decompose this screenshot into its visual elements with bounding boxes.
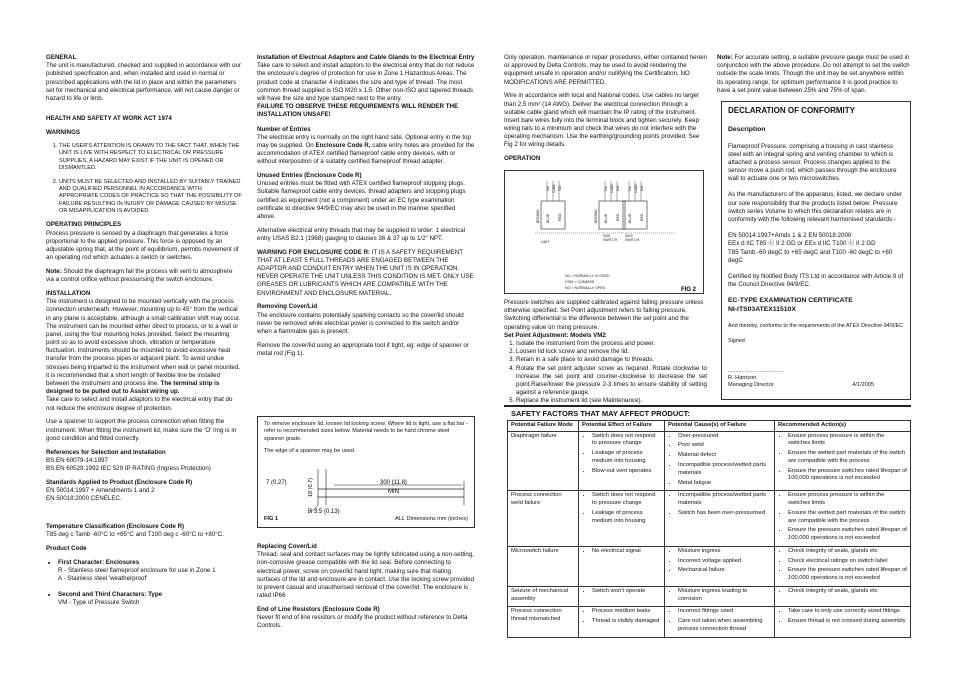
- unit-label: UNIT: [541, 240, 550, 244]
- failure-mode: Process connection thread mismatched: [508, 607, 579, 637]
- adaptors-heading: Installation of Electrical Adaptors and Cable Glands to the Electrical Entry: [257, 54, 475, 61]
- en-standards: EN 50014:1997+Amds 1 & 2 EN 50018:2000: [728, 232, 852, 240]
- note-label: Note:: [717, 54, 733, 61]
- temperature-marking: T85 Tamb -60 degC to +65 degC and T100 -60 degC to +80 degC: [728, 248, 893, 264]
- term-nc: NC: [604, 185, 608, 191]
- code-a: A - Stainless steel 'weatherproof': [58, 575, 148, 583]
- list-item: • Ensure the wetted part materials of the switch are compatible with the process: [788, 450, 907, 465]
- alternative-threads: Alternative electrical entry threads that may be supplied to order: 1 electrical entry USAS B2.1 (1968) gauging to clauses 36 & 37 up to 1/2" NPT.: [257, 226, 466, 242]
- dim-thickness: 7 (0.27): [266, 480, 287, 486]
- cell-effects: [579, 586, 665, 606]
- eol-text: Never fit end of line resistors or modify the product without reference to Delta Controls.: [257, 614, 468, 630]
- list-item: • Ensure the wetted part materials of the switch are compatible with the process: [788, 510, 907, 525]
- legend-no: NO = NORMALLY OPEN: [565, 286, 606, 290]
- table-row: [508, 546, 911, 586]
- wire-red: RED: [640, 213, 644, 221]
- list-item: • Check electrical ratings on switch label: [788, 558, 907, 566]
- list-item: • Ensure thread is not crossed during assembly: [788, 618, 907, 626]
- removing-text: The enclosure contains potentially sparking contacts so the cover/lid should never be removed while electrical power is connected to the switch and/or when a flammable gas is present.: [257, 311, 464, 335]
- causes-list: [668, 433, 771, 488]
- table-row: [508, 586, 911, 606]
- causes-list: [668, 548, 771, 575]
- fig1-label: FIG 1: [264, 515, 278, 522]
- failure-mode: Process connection weld failure: [508, 491, 579, 546]
- column-2: [257, 54, 475, 364]
- warnings-list: [46, 143, 242, 215]
- code-vm: VM - Type of Pressure Switch: [58, 598, 140, 606]
- adaptors-warning: FAILURE TO OBSERVE THESE REQUIREMENTS WILL RENDER THE INSTALLATION UNSAFE!: [257, 103, 459, 119]
- first-character-heading: First Character: Enclosures: [58, 559, 140, 566]
- cell-effects: [579, 431, 665, 491]
- diaphragm-note: [46, 268, 242, 284]
- list-item: • Leakage of process medium into housing: [592, 450, 661, 465]
- signatory-role: Managing Director: [728, 382, 774, 389]
- enclosure-code-r: Enclosure Code R,: [313, 141, 371, 149]
- table-row: [508, 491, 911, 546]
- installation-text: [46, 298, 242, 396]
- gauge-note: [717, 54, 911, 95]
- description-heading: Description: [728, 125, 766, 133]
- setpoint-heading: Set Point Adjustment: Models VM2: [504, 331, 606, 339]
- column-4: [717, 54, 911, 101]
- wire-brown: BROWN: [594, 209, 598, 223]
- failure-mode: Microswitch failure: [508, 546, 579, 586]
- note-text: Should the diaphragm fail the process will vent to atmosphere via a control orifice without pressurising the switch enclosure.: [46, 268, 233, 284]
- list-item: • Process medium leaks: [592, 608, 661, 616]
- product-code-list: [46, 559, 242, 607]
- atex-conformity: And thereby, conforms to the requirements of the ATEX Directive 94/9/EC: [728, 323, 904, 330]
- removing-tool: Remove the cover/lid using an appropriate tool if tight, eg: edge of spanner or metal rod (Fig 1).: [257, 341, 469, 357]
- entries-heading: Number of Entries: [257, 125, 311, 133]
- cell-actions: [775, 431, 911, 491]
- list-item: • Over-pressured: [678, 433, 771, 441]
- table-row: [508, 607, 911, 637]
- safety-header-row: [508, 421, 911, 432]
- list-item: • Incompatible process/wetted parts materials: [678, 492, 771, 507]
- term-no: NO: [616, 185, 620, 191]
- term-no: NO: [558, 185, 562, 191]
- list-item: • Care not taken when assembling process connection thread: [678, 618, 771, 633]
- entries-body: The electrical entry is normally on the right hand side. Optional entry in the top may be supplied. On: [257, 133, 471, 149]
- certificate-number: NI-ITS03ATEX11510X: [728, 306, 796, 314]
- intro-text: Only operation, maintenance or repair procedures, either contained herein or approved by Delta Controls, may be used to avoid rendering the equipment unsafe in operation and/or nullifying the Certification. NO MODIFICATIONS ARE PERMITTED.: [504, 54, 707, 86]
- reference-1: BS EN 60079-14:1997: [46, 456, 108, 464]
- list-item: • Incorrect voltage applied: [678, 558, 771, 566]
- reference-2: BS EN 60529:1992 IEC 529 IP RATING (Ingress Protection): [46, 464, 211, 472]
- switch-1-sub: SWITCH: [603, 238, 618, 242]
- unused-entries-heading: Unused Entries (Enclosure Code R): [257, 172, 362, 180]
- list-item: • Incompatible process/wetted parts materials: [678, 462, 771, 477]
- causes-list: [668, 492, 771, 517]
- cell-effects: [579, 546, 665, 586]
- temperature-heading: Temperature Classification (Enclosure Code R): [46, 522, 185, 530]
- setpoint-step: 3. Retain in a safe place to avoid damage to threads.: [516, 356, 707, 364]
- warnings-heading: WARNINGS: [46, 128, 81, 136]
- removing-heading: Removing Cover/Lid: [257, 303, 318, 311]
- term-no: NO: [640, 185, 644, 191]
- entries-body-cont: cable entry holes are provided for the accommodation of ATEX certified flameproof cable entry devices, with or without interposition of a suitably certified flameproof thread adapter.: [257, 141, 475, 166]
- cell-actions: [775, 491, 911, 546]
- standards-heading: Standards Applied to Product (Enclosure Code R): [46, 478, 193, 486]
- safety-table: [507, 420, 911, 638]
- signature-line: .....................................: [728, 367, 784, 374]
- cell-causes: [665, 607, 775, 637]
- column-3: [504, 54, 707, 163]
- list-item: • Ensure the pressure switches rated lifespan of 100,000 operations is not exceeded: [788, 527, 907, 542]
- figure-2: [504, 170, 704, 294]
- section-divider: [504, 405, 911, 407]
- legend-com: COM = COMMON: [565, 280, 595, 284]
- setpoint-text: Pressure switches are supplied calibrated against falling pressure unless otherwise specified. Set Point adjustment refers to falling pressure. Switching differential is the difference between the set point and the operating value on rising pressure.: [504, 299, 704, 331]
- list-item: • Thread is visibly damaged: [592, 618, 661, 626]
- signatory-name: R. Harrison: [728, 374, 757, 381]
- general-heading: GENERAL: [46, 54, 77, 61]
- installation-body: The instrument is designed to be mounted vertically with the process connection underneath. However, mounting up to 45° from the vertical in any plane is acceptable, although a small calibration shift may occur. The instrument can be mounted either direct to process, or to a wall or panel, using the four mounting holes provided. Select the mounting point so as to avoid excessive shock, vibration or temperature fluctuation. Instruments should be mounted to avoid excessive heat transfer from the process pipes or adjacent plant. To avoid undue stresses being imparted to the instrument when wall or panel mounted, it is recommended that a short length of flexible line be installed between the instrument and process line.: [46, 298, 241, 388]
- temperature-text: T85 deg c Tamb -60°C to +65°C and T100 deg c -60°C to +80°C.: [46, 531, 224, 539]
- list-item: • Poor weld: [678, 442, 771, 450]
- replacing-text: Thread, seal and contact surfaces may be lightly lubricated using a non-setting, non-corrosive grease compatible with the lid seal. Before connecting to electrical power, screw on cover/lid hand tight, making sure that mating surfaces of the lid and enclosure are in contact. Use the locking screw provided to prevent casual and unauthorised removal of the cover/lid. The enclosure is rated IP66: [257, 551, 475, 600]
- fig1-instructions: To remove enclosure lid, loosen lid locking screw. Where lid is tight, use a flat bar - refer to recommended sizes below. Material needs to be hard chrome steel spanner grade.: [264, 421, 468, 442]
- hsw-heading: HEALTH AND SAFETY AT WORK ACT 1974: [46, 114, 172, 122]
- wire-blue: BLUE: [604, 213, 608, 223]
- term-nc: NC: [546, 185, 550, 191]
- wire-red: RED: [558, 213, 562, 221]
- switch-1-label: SW1: [603, 234, 611, 238]
- cell-causes: [665, 546, 775, 586]
- header-cause: Potential Cause(s) of Failure: [665, 421, 775, 432]
- actions-list: [778, 433, 907, 483]
- failure-mode: Diaphragm failure: [508, 431, 579, 491]
- gauge-note-text: For accurate setting, a suitable pressure gauge must be used in conjunction with the above procedure. Do not attempt to set the switch outside the scale limits. Though the unit may be set anywhere within its operating range, for optimum performance it is good practice to have a set point value between 25% and 75% of span.: [717, 54, 910, 94]
- safety-title: SAFETY FACTORS THAT MAY AFFECT PRODUCT:: [511, 409, 690, 418]
- signed-label: Signed: [728, 338, 745, 345]
- cell-actions: [775, 607, 911, 637]
- list-item: • Switch won't operate: [592, 588, 661, 596]
- dim-min: MIN: [388, 489, 399, 495]
- enclosure-r-warning: [257, 249, 475, 298]
- list-item: • Ensure the pressure switches rated lifespan of 100,000 operations is not exceeded: [788, 468, 907, 483]
- list-item: • Leakage of process medium into housing: [592, 510, 661, 525]
- fig2-label: FIG 2: [681, 287, 697, 293]
- warning-r-text: IT IS A SAFETY REQUIREMENT THAT AT LEAST 5 FULL THREADS ARE ENGAGED BETWEEN THE ADAPTOR AND CONDUIT ENTRY WHEN THE UNIT IS IN OPERATION. NEVER OPERATE THE UNIT UNLESS THIS CONDITION IS MET. ONLY USE GREASES OR LUBRICANTS WHICH ARE COMPATIBLE WITH THE ENVIRONMENT AND ENCLOSURE MATERIAL.: [257, 248, 474, 297]
- dim-width: 18 (0.7): [308, 478, 314, 497]
- standard-2: EN 50018:2000 CENELEC.: [46, 495, 122, 503]
- installation-terminal-note: The terminal strip is designed to be pulled out to Assist wiring up.: [46, 380, 220, 396]
- certificate-heading: EC-TYPE EXAMINATION CERTIFICATE: [728, 297, 853, 305]
- list-item: • Blow-out vent operates: [592, 468, 661, 476]
- list-item: • Moisture ingress leading to corrosion: [678, 588, 771, 603]
- notified-body: Certified by Notified Body ITS Ltd in accordance with Article 9 of the Council Directive 94/9/EC.: [728, 272, 904, 289]
- description-text: Flameproof Pressure, comprising a housing in cast stainless steel with an integral spring and venting chamber to which is attached a process sensor. Process changes applied to the sensor move a push rod, which passes through the enclosure wall to actuate one or two microswitches.: [728, 142, 897, 183]
- standards-declaration: As the manufacturers of the apparatus, listed, we declare under our sole responsibility that the products listed below: Pressure switch series Volume to which this declaration relates are in conformity with the following relevant harmonised standards:-: [728, 191, 903, 224]
- product-code-item: [58, 591, 242, 607]
- wire-blue: BLUE: [546, 213, 550, 223]
- wiring-diagram: [505, 171, 703, 293]
- cell-causes: [665, 586, 775, 606]
- product-code-heading: Product Code: [46, 544, 87, 552]
- actions-list: [778, 492, 907, 542]
- fig1-spanner-note: The edge of a spanner may be used.: [264, 448, 356, 455]
- cell-effects: [579, 491, 665, 546]
- column-3-lower: [504, 299, 707, 409]
- entries-text: [257, 134, 475, 167]
- references-heading: References for Selection and Installation: [46, 448, 166, 456]
- declaration-title: DECLARATION OF CONFORMITY: [728, 106, 855, 115]
- list-item: • Metal fatigue: [678, 480, 771, 488]
- effects-list: [582, 588, 661, 596]
- setpoint-step: 1. Isolate the instrument from the process and power.: [516, 340, 707, 348]
- dim-length: 300 (11.8): [380, 480, 407, 486]
- term-com: COM: [610, 184, 614, 193]
- warning-item: 2. UNITS MUST BE SELECTED AND INSTALLED BY SUITABLY TRAINED AND QUALIFIED PERSONNEL IN ACCORDANCE WITH APPROPRIATE CODES OF PRACTICE SO THAT THE POSSIBILITY OF FAILURE RESULTING IN INJURY OR DAMAGE CAUSED BY MISUSE OR MISAPPLICATION IS AVOIDED.: [59, 179, 242, 216]
- product-code-item: [58, 559, 242, 584]
- header-effect: Potential Effect of Failure: [579, 421, 665, 432]
- term-nc: NC: [628, 185, 632, 191]
- cell-effects: [579, 607, 665, 637]
- actions-list: [778, 608, 907, 625]
- list-item: • Ensure process pressure is within the switches limits: [788, 433, 907, 448]
- warning-r-label: WARNING FOR ENCLOSURE CODE R:: [257, 248, 371, 256]
- installation-adaptors: Take care to select and install adaptors to the electrical entry that do not reduce the enclosure degree of protection.: [46, 396, 233, 412]
- list-item: • Switch does not respond to pressure change: [592, 433, 661, 448]
- header-failure-mode: Potential Failure Mode: [508, 421, 579, 432]
- operation-heading: OPERATION: [504, 155, 541, 163]
- note-label: Note:: [46, 268, 62, 275]
- installation-heading: INSTALLATION: [46, 289, 91, 297]
- flat-bar-diagram: [264, 461, 469, 519]
- effects-list: [582, 548, 661, 556]
- adaptors-text: Take care to select and install adaptors to the electrical entry that do not reduce the enclosure's degree of protection for use in Zone 1 Hazardous Areas. The product code at character 4 indicates the size and type of thread. The most common thread supplied is ISO M20 x 1.5. Other non-ISO and tapered threads will have the size and type stamped next to the entry.: [257, 62, 475, 102]
- list-item: • Ensure the pressure switches rated lifespan of 100,000 operations is not exceeded: [788, 567, 907, 582]
- warning-item: 1. THE USER'S ATTENTION IS DRAWN TO THE FACT THAT, WHEN THE UNIT IS LIVE WITH RESPECT TO ELECTRICAL OR PRESSURE SUPPLIES, A HAZARD MAY EXIST IF THE UNIT IS OPENED OR DISMANTLED.: [59, 143, 242, 173]
- term-com: COM: [552, 184, 556, 193]
- actions-list: [778, 548, 907, 583]
- safety-table-body: [508, 431, 911, 637]
- figure-1: [257, 416, 475, 528]
- declaration-box: [721, 101, 911, 400]
- installation-spanner: Use a spanner to support the process connection when fitting the instrument. When fitting the instrument lid, make sure the 'O' ring is in good condition and fitted correctly.: [46, 418, 237, 442]
- switch-2-label: SW2: [625, 234, 633, 238]
- setpoint-step: 4. Rotate the set point adjuster screw as required. Rotate clockwise to increase the set point and counter-clockwise to decrease the set point.Raise/lower the pressure 2-3 times to ensure stability of setting against a reference gauge.: [516, 365, 707, 398]
- legend-nc: NC = NORMALLY CLOSED: [565, 274, 610, 278]
- effects-list: [582, 492, 661, 525]
- wire-blue: BLUE: [628, 213, 632, 223]
- setpoint-step: 5. Replace the instrument lid (see Maintenance).: [516, 397, 707, 405]
- list-item: • Incorrect fittings used: [678, 608, 771, 616]
- effects-list: [582, 433, 661, 476]
- list-item: • Moisture ingress: [678, 548, 771, 556]
- eol-heading: End of Line Resistors (Enclosure Code R): [257, 605, 380, 613]
- list-item: • Ensure process pressure is within the switches limits: [788, 492, 907, 507]
- fig1-units: ALL Dimensions mm (inches): [395, 515, 468, 522]
- failure-mode: Seizure of mechanical assembly: [508, 586, 579, 606]
- wire-red: RED: [616, 213, 620, 221]
- operating-principles-text: Process pressure is sensed by a diaphragm that generates a force proportional to the applied pressure. This force is opposed by an adjustable spring that, at the point of equilibrium, permits movement of an operating rod which actuates a switch or switches.: [46, 229, 239, 262]
- cell-causes: [665, 431, 775, 491]
- term-com: COM: [634, 184, 638, 193]
- list-item: • Switch does not respond to pressure change: [592, 492, 661, 507]
- causes-list: [668, 608, 771, 633]
- code-r: R - Stainless steel flameproof enclosure for use in Zone 1: [58, 567, 216, 575]
- replacing-heading: Replacing Cover/Lid: [257, 543, 317, 550]
- column-1: [46, 54, 242, 614]
- dim-radius: R 3.5 (0.13): [308, 509, 340, 515]
- setpoint-step: 2. Loosen lid lock screw and remove the lid.: [516, 348, 707, 356]
- standard-1: EN 50014:1997 + Amendments 1 and 2: [46, 486, 155, 494]
- cell-actions: [775, 586, 911, 606]
- list-item: • Material defect: [678, 452, 771, 460]
- signatory-role-row: [728, 382, 904, 389]
- actions-list: [778, 588, 907, 596]
- wire-brown: BROWN: [536, 209, 540, 223]
- column-2-lower: [257, 543, 475, 636]
- wiring-text: Wire in accordance with local and National codes. Use cables no larger than 2.5 mm² (14 AWG). Deliver the electrical connection through a suitable cable gland which will maintain the IP rating of the instrument. Insert bare wires fully into the terminal block and tighten securely. Keep wiring tails to a minimum and check that wires do not interfere with the operating mechanism. Use the earthing/grounding points provided. See Fig 2 for wiring details.: [504, 92, 700, 149]
- list-item: • Take care to only use correctly sized fittings: [788, 608, 907, 616]
- second-character-heading: Second and Third Characters: Type: [58, 590, 163, 598]
- operating-principles-heading: OPERATING PRINCIPLES: [46, 221, 122, 229]
- cell-causes: [665, 491, 775, 546]
- general-text: The unit is manufactured, checked and supplied in accordance with our published specification and, when installed and used in normal or prescribed applications with the lid in place and within the parameters set for mechanical and electrical performance, will not cause danger or hazard to life or limb.: [46, 62, 242, 102]
- list-item: • Check integrity of seals, glands etc: [788, 548, 907, 556]
- effects-list: [582, 608, 661, 625]
- setpoint-steps: [504, 340, 707, 406]
- list-item: • Check integrity of seals, glands etc: [788, 588, 907, 596]
- list-item: • No electrical signal: [592, 548, 661, 556]
- list-item: • Mechanical failure: [678, 567, 771, 575]
- list-item: • Switch has been over-pressurised: [678, 510, 771, 518]
- eex-marking: EEx d IIC T85 Ⓔ II 2 GD or EEx d IIC T100 Ⓔ II 2 GD: [728, 240, 876, 248]
- header-action: Recommended Action(s): [775, 421, 911, 432]
- causes-list: [668, 588, 771, 603]
- signature-date: 4/1/2005: [852, 382, 874, 389]
- table-row: [508, 431, 911, 491]
- unused-entries-text: Unused entries must be fitted with ATEX certified flameproof stopping plugs. Suitable flameproof cable entry devices, thread adapters and stopping plugs certified as equipment (not a component) under an EC type examination certificate to directive 94/9/EC may also be used in the manner specified above.: [257, 180, 466, 220]
- cell-actions: [775, 546, 911, 586]
- switch-2-sub: SWITCH: [625, 238, 640, 242]
